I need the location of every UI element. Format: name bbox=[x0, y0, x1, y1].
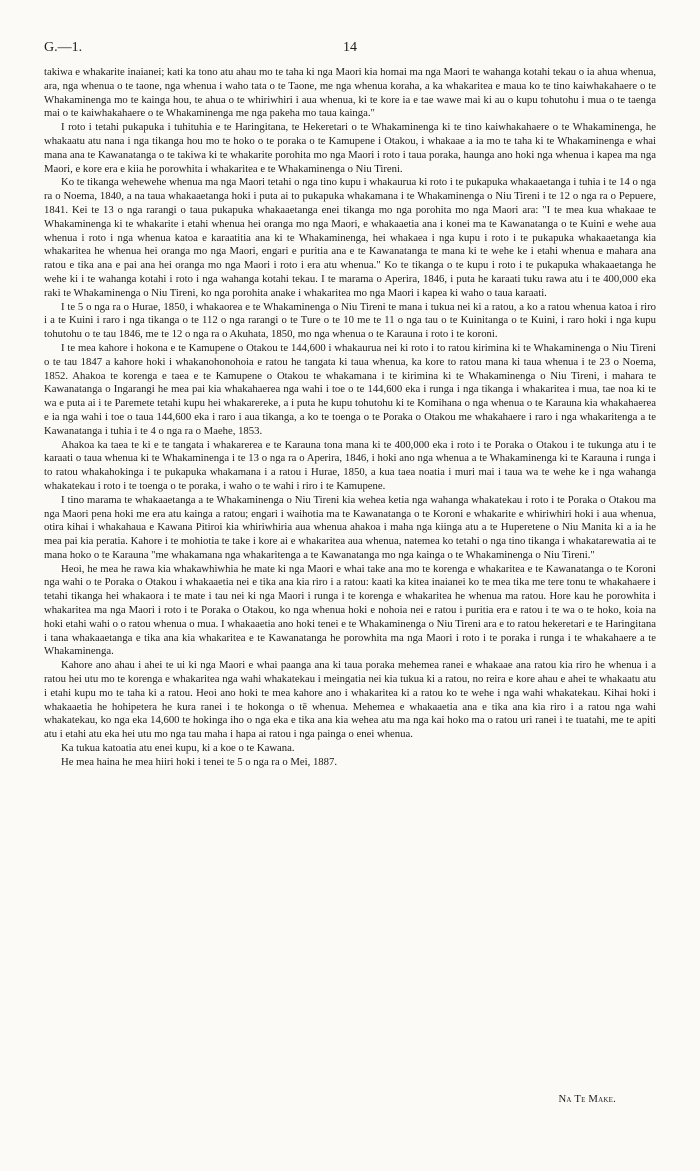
body-text bbox=[44, 66, 656, 770]
paragraph: I te 5 o nga ra o Hurae, 1850, i whakaorea e te Whakaminenga o Niu Tireni te mana i tukua nei ki a ratou, a ko a ratou whenua katoa i riro i a te Kuini i raro i nga tikanga o te 112 o nga rarangi o te Ture o te 10 me te 11 o nga tau o te Kuinitanga o te Kuini, i raro hoki i nga kupu tohutohu o te tau 1846, me te 12 o nga ra o Akuhata, 1850, mo nga whenua o te Karauna i roto i te koroni. bbox=[44, 300, 656, 341]
paragraph: Kahore ano ahau i ahei te ui ki nga Maori e whai paanga ana ki taua poraka mehemea ranei e whakaae ana ratou kia riro he whenua i a ratou hei utu mo te korenga e whakaritea nga wahi whakatekau i meingatia nei kia tukua ki a ratou, no reira e kore ahau e ahei te whakaatu atu i etahi kupu mo te taha ki a ratou. Heoi ano hoki te mea kahore ano i whakaritea ki a ratou ko te wehe i nga wahi whakatekau. Kihai hoki i whakaaetia he hohipetera he kura ranei i te hokonga o tē whenua. Mehemea e whakaaetia ana e tika ana kia riro i a ratou nga wahi whakatekau, ko nga eka 14,600 te hokinga iho o nga eka e tika ana kia wehea atu ma nga kai hoko ma o ratou uri ranei i te tuatahi, me te apiti atu i etahi atu eka hei utu mo nga tau maha i hapa ai ratou i nga painga o enei whenua. bbox=[44, 659, 656, 741]
paragraph: I roto i tetahi pukapuka i tuhituhia e te Haringitana, te Hekeretari o te Whakaminenga ki te tino kaiwhakahaere o te Whakaminenga, he whakaatu atu nana i nga tikanga hou mo te hoko o te poraka o te Kamupene i Otakou, i whakaae a ia mo te taha ki te Whakaminenga e whai mana ana te Kawanatanga o te takiwa ki te whakarite porohita mo nga Maori i roto i taua poraka, haunga ano hoki nga whenua i kapea ma nga Maori, e kore era e kiia he porowhita i whakaritea e te Whakaminenga o Niu Tireni. bbox=[44, 121, 656, 175]
paragraph: Ahakoa ka taea te ki e te tangata i whakarerea e te Karauna tona mana ki te 400,000 eka i roto i te Poraka o Otakou i te tukunga atu i te karaati o taua whenua ki te Whakaminenga i te 13 o nga ra o Aperira, 1846, i hoki ano nga whenua a te Whakaminenga ki te Karauna i runga i to ratou whakahokinga i te pukapuka whakamana i a ratou i Hurae, 1850, a kua taea noatia i muri mai i taua wa te wehe ke i nga wahanga whakatekau i roto i te toenga o te poraka, i waho o te wahi i riro i te Kamupene. bbox=[44, 438, 656, 492]
closing-line: Ka tukua katoatia atu enei kupu, ki a koe o te Kawana. bbox=[61, 742, 295, 755]
document-reference: G.—1. bbox=[44, 40, 83, 55]
page-header bbox=[44, 40, 656, 58]
paragraph: Heoi, he mea he rawa kia whakawhiwhia he mate ki nga Maori e whai take ana mo te korenga e whakaritea e te Kawanatanga o te Koroni nga wahi o te Poraka o Otakou i whakaaetia nei e tika ana kia riro i a ratou: kaati ka kitea inaianei ko te mea tika me tere tonu te whakahaere i tetahi tikanga hei whakaora i te mate i tau nei ki nga Maori i runga i te korenga e whakaritea he whenua ma ratou. Hore kau he porowhita i whakaritea ma nga Maori i roto i te Poraka o Otakou, ko nga whenua hoki e nohoia nei e ratou i puritia era e ratou i te wa o te hoko, koia na hoki etahi wahi o o ratou whenua o mua. I whakaaetia ano hoki tenei e te Whakaminenga o Niu Tireni ara e to ratou hekeretari e te Haringitana i tana whakaaetanga e tika ana kia whakaritea e te Kawanatanga he porowhita ma nga Maori i roto i te poraka i runga i te whakahaere a te Whakaminenga. bbox=[44, 562, 656, 658]
paragraph: takiwa e whakarite inaianei; kati ka tono atu ahau mo te taha ki nga Maori kia homai ma nga Maori te wahanga kotahi tekau o ia ahua whenua, ara, nga whenua o te taone, nga whenua i waho tata o te Taone, me nga whenua koraha, a ka whakaritea e maua ko te tino kaiwhakahaere o te Whakaminenga mo te kainga hou, te ahua o te whiriwhiri i aua whenua, ki te kore ia e tae wawe mai ki au o kupu tohutohu i mua o te taenga mai o te kaiwhakahaere o te Whakaminenga me nga pakeha mo taua kainga." bbox=[44, 66, 656, 120]
signing-line: He mea haina he mea hiiri hoki i tenei te 5 o nga ra o Mei, 1887. bbox=[61, 755, 338, 768]
paragraph: I te mea kahore i hokona e te Kamupene o Otakou te 144,600 i whakaurua nei ki roto i to ratou kirimina ki te Whakaminenga o Niu Tireni o te tau 1847 a kahore hoki i whakanohonohoia e ratou he tangata ki taua whenua, ka kore to ratou mana ki taua whenua i te 23 o Noema, 1852. Ahakoa te korenga e taea e te Kamupene o Otakou te whakamana i te kirimina ki te Whakaminenga o Niu Tireni, i mahara te Kawanatanga o Ingarangi he mea pai kia whakahaerea nga wahi i toe o te 144,600 eka i runga i nga tikanga i whakaritea i mua, tae noa ki te wa e puta ai i te Paremete tetahi kupu hei whakarereke, a i puta he kupu tohutohu ki te Komihana o nga whenua o te Karauna kia whakahaerea e ia nga wahi i toe o taua 144,600 eka i raro i aua tikanga, a ko te toenga o te Poraka o Otakou me whakahaere i raro i nga whakaritenga a te Kawanatanga i tuhia i te 4 o nga ra o Maehe, 1853. bbox=[44, 341, 656, 437]
page-number: 14 bbox=[343, 40, 357, 55]
signature: Na Te Make. bbox=[558, 1093, 616, 1105]
paragraph: I tino marama te whakaaetanga a te Whakaminenga o Niu Tireni kia wehea ketia nga wahanga whakatekau i roto i te Poraka o Otakou ma nga Maori pena hoki me era atu kainga a ratou; engari i waihotia ma te Kawanatanga o te Koroni e whakarite e whiriwhiri hoki i aua whenua, otira kihai i whakahaua e Kawana Pitiroi kia whiriwhiria aua whenua ahakoa i maha nga kiinga atu a te Huperetene o Niu Manita ki a ia he mea pai kia peratia. Kahore i te mohiotia te take i kore ai e whakaritea aua whenua, natemea ko tetahi o nga tino tikanga i whakatarewatia ai te mana hoko o te Karauna "me whakamana nga whakaritenga a te Kawanatanga mo nga kainga o te Whakaminenga o Niu Tireni." bbox=[44, 493, 656, 561]
paragraph: Ko te tikanga wehewehe whenua ma nga Maori tetahi o nga tino kupu i whakaurua ki roto i te pukapuka whakaaetanga i tuhia i te 14 o nga ra o Noema, 1840, a na taua whakaaetanga hoki i puta ai to pukapuka whakamana i te Whakaminenga o Niu Tireni i te 12 o nga ra o Pepuere, 1841. Kei te 13 o nga rarangi o taua pukapuka whakaaetanga enei tikanga mo nga porohita mo nga Maori ara: "I te mea kua whakaae te Whakaminenga ki te whakarite i etahi whenua hei oranga mo nga Maori, e whakaaetia ana i konei ma te Kawanatanga o te Kuini e wehe aua whenua i roto i nga whenua katoa e karaatitia ana ki te Whakaminenga, hei whakaea i nga kupu i roto i te pukapuka whakaaetanga kia whakaritea he whenua hei oranga mo nga Maori, engari e puritia ana e te Kawanatanga te mana ki te wehe ke i etahi whenua e mahara ana ratou e tika ana e pai ana hei oranga mo nga Maori i roto i era atu whenua." Ko te tikanga o te kupu i roto i te pukapuka whakaaetanga he wehe ki i te wahanga kotahi i roto i nga wahanga kotahi tekau. I te marama o Aperira, 1846, i puta he karaati tuku rawa atu i te 400,000 eka raki te Whakaminenga o Niu Tireni, ko nga porohita anake i whakaritea mo nga Maori i kapea ki waho o taua karaati. bbox=[44, 176, 656, 299]
